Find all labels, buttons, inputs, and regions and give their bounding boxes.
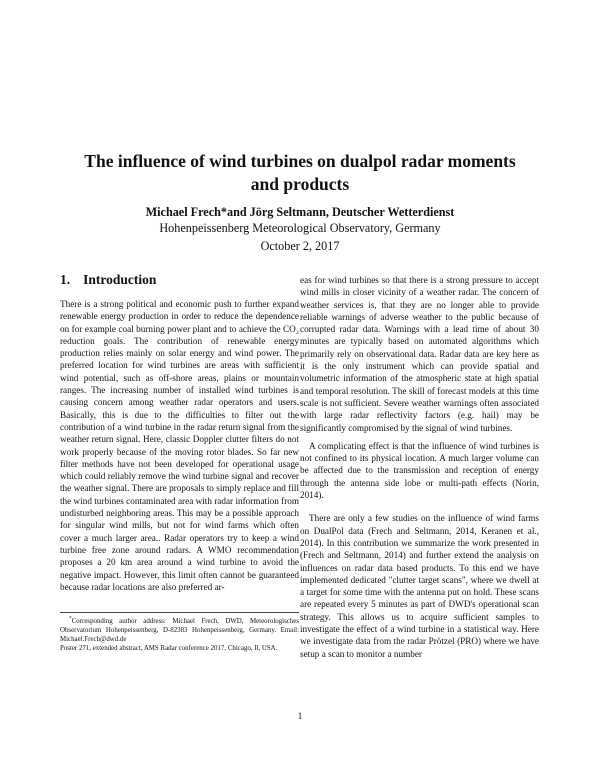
section-number: 1. — [60, 272, 71, 287]
right-column — [300, 274, 539, 660]
footnote — [60, 612, 299, 653]
author-names: Michael Frech*and Jörg Seltmann, Deutscher Wetterdienst — [145, 205, 455, 219]
paper-date: October 2, 2017 — [260, 239, 340, 253]
intro-paragraph-1: There is a strong political and economic push to further expand renewable energy production in order to reduce the dependence on for example coal burning power plant and to achieve the CO₂ reduction goals. The contribution of renewable energy production relies mainly on solar energy and wind power. The preferred location for wind turbines are areas with sufficient wind potential, such as off-shore areas, plains or mountain ranges. The increasing number of installed wind turbines is causing concern among weather radar operators and users. Basically, this is due to the difficulties to filter out the contribution of a wind turbine in the radar return signal from the weather return signal. Here, classic Doppler clutter filters do not work properly because of the moving rotor blades. So far new filter methods have not been developed for operational usage which could reliably remove the wind turbine signal and recover the weather signal. There are proposals to simply replace and fill the wind turbines contaminated area with radar information from undisturbed neighboring areas. This may be a possible approach for singular wind mills, but not for wind farms which often cover a much larger area.. Radar operators try to keep a wind turbine free zone around radars. A WMO recommendation proposes a 20 km area around a wind turbine to avoid the negative impact. However, this limit often cannot be guaranteed because radar locations are also preferred ar- — [60, 299, 299, 592]
footnote-address: Corresponding author address: Michael Frech, DWD, Meteorologisches Observatorium Hohenpeissenberg, D-82383 Hohenpeissenberg, Germany. Email: Michael.Frech@dwd.de — [60, 618, 299, 644]
section-heading — [60, 272, 299, 288]
intro-paragraph-2: A complicating effect is that the influence of wind turbines is not confined to its physical location. A much larger volume can be affected due to the transmission and reception of energy through the antenna side lobe or multi-path effects (Norin, 2014). — [300, 440, 539, 501]
paper-title: The influence of wind turbines on dualpol radar moments and products — [84, 151, 516, 194]
section-title: Introduction — [83, 272, 157, 287]
intro-paragraph-3: There are only a few studies on the influence of wind farms on DualPol data (Frech and Seltmann, 2014, Keranen et al., 2014). In this contribution we summarize the work presented in (Frech and Seltmann, 2014) and further extend the analysis on influences on radar data based products. To this end we have implemented dedicated "clutter target scans", where we dwell at a target for some time with the antenna put on hold. These scans are repeated every 5 minutes as part of DWD's operational scan strategy. This allows us to acquire sufficient samples to investigate the effect of a wind turbine in a statistical way. Here we investigate data from the radar Prötzel (PRO) where we have setup a scan to monitor a number — [300, 513, 539, 659]
page-number: 1 — [297, 712, 303, 722]
footnote-mark: * — [69, 615, 72, 622]
left-column — [60, 272, 299, 593]
affiliation: Hohenpeissenberg Meteorological Observatory, Germany — [159, 221, 441, 235]
author-block — [60, 204, 540, 236]
intro-paragraph-1-continued: eas for wind turbines so that there is a strong pressure to accept wind mills in closer vicinity of a weather radar. The concern of weather services is, that they are no longer able to provide reliable warnings of adverse weather to the public because of corrupted radar data. Warnings with a lead time of about 30 minutes are typically based on automated algorithms which primarily rely on observational data. Radar data are key here as it is the only instrument which can provide spatial and volumetric information of the atmospheric state at high spatial and temporal resolution. The skill of forecast models at this time scale is not sufficient. Severe weather warnings often associated with large radar reflectivity factors (e.g. hail) may be significantly compromised by the signal of wind turbines. — [300, 275, 539, 433]
footnote-address-line — [60, 617, 299, 644]
footnote-poster: Poster 271, extended abstract, AMS Radar conference 2017, Chicago, Il, USA. — [60, 645, 278, 653]
